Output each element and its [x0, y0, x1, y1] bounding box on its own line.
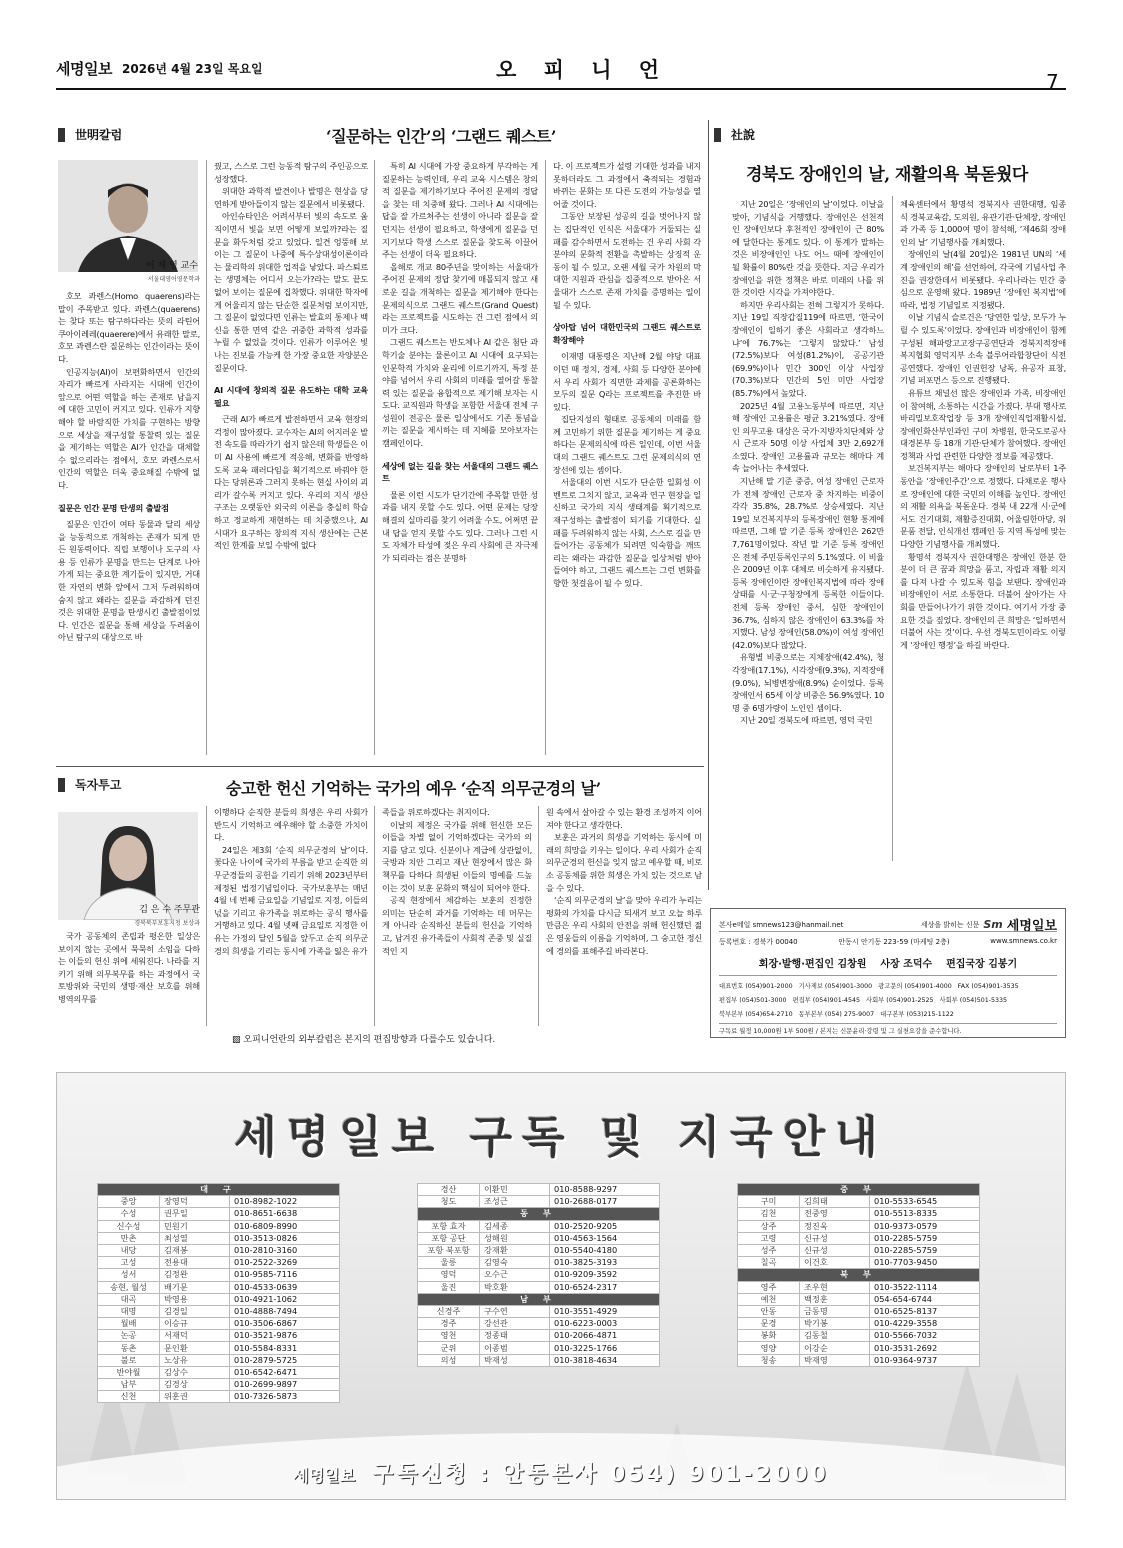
branch-area: 성주: [738, 1244, 800, 1256]
branch-row: [738, 1232, 980, 1244]
masthead-price: 구독료 월정 10,000원 1부 500원 / 본지는 신문윤리·강령 및 그 실천요강을 준수합니다.: [719, 1028, 962, 1035]
branch-manager: 배기문: [160, 1281, 230, 1293]
masthead-website[interactable]: www.smnews.co.kr: [990, 937, 1057, 945]
section-title: 오 피 니 언: [496, 58, 670, 82]
branch-row: [418, 1354, 660, 1366]
branch-row: [418, 1342, 660, 1354]
branch-area: 고성: [98, 1257, 160, 1269]
branch-row: [738, 1281, 980, 1293]
editorial-text-col1: 지난 20일은 ‘장애인의 날’이었다. 이날을 맞아, 기념식을 거행했다. 장애인은 선천적인 장애인보다 후천적인 장애인이 근 80%에 달한다는 통계도 있다. 이 통계가 말하는 것은 비장애인인 나도 어느 때에 장애인이 될 확률이 80%란 것을 뜻한다. 지금 우리가 장애인을 위한 정책은 바로 미래의 나를 위한 것이란 시각을 가져야한다. 하지만 우리사회는 전혀 그렇지가 못하다. 지난 19일 직장갑질119에 따르면, ‘한국이 장애인이 일하기 좋은 사회라고 생각하느냐’에 76.7%는 ‘그렇지 않았다.’ 남성(72.5%)보다 여성(81.2%)이, 공공기관(69.9%)이나 민간 300인 이상 사업장(70.3%)보다 민간의 5인 미만 사업장(85.7%)에서 높았다. 2025년 4월 고용노동부에 따르면, 지난해 장애인 고용률은 평균 3.21%였다. 장애인 의무고용 대상은 국가·지방자치단체와 상시 근로자 50명 이상 사업체 3만 2,692개소였다. 장애인 고용률과 규모는 해마다 계속 늘어나는 추세였다. 지난해 말 기준 중증, 여성 장애인 근로자가 전체 장애인 근로자 중 차지하는 비중이 각각 35.8%, 28.7%로 상승세였다. 지난 19일 보건복지부의 등록장애인 현황 통계에 따르면, 그해 말 기준 등록 장애인은 262만 7,761명이었다. 작년 말 기준 등록 장애인은 전체 주민등록인구의 5.1%였다. 이 비율은 2009년 이후 대체로 비슷하게 유지됐다. 등록 장애인이란 장애인복지법에 따라 장애 상태를 시·군·구청장에게 등록한 이들이다. 전체 등록 장애인 중서, 심한 장애인이 36.7%, 심하지 않은 장애인이 63.3%를 차지했다. 남성 장애인(58.0%)이 여성 장애인(42.0%)보다 많았다. 유형별 비중으로는 지체장애(42.4%), 청각장애(17.1%), 시각장애(9.3%), 지적장애(9.0%), 뇌병변장애(8.9%) 순이었다. 등록 장애인서 65세 이상 비중은 56.9%였다. 10명 중 6명가량이 노인인 셈이다. 지난 20일 경북도에 따르면, 영덕 국민: [732, 199, 884, 726]
region-label: 북 부: [738, 1269, 980, 1281]
editorial-divider: [708, 120, 709, 890]
branch-phone[interactable]: 010-7703-9450: [870, 1257, 980, 1269]
ad-title: 세명일보 구독 및 지국안내: [234, 1112, 888, 1163]
branch-row: [418, 1305, 660, 1317]
branch-manager: 김영숙: [480, 1257, 550, 1269]
branch-row: [418, 1196, 660, 1208]
branch-row: [98, 1269, 340, 1281]
branch-manager: 박재성: [480, 1354, 550, 1366]
branch-phone[interactable]: 010-2285-5759: [870, 1232, 980, 1244]
branch-area: 영천: [418, 1330, 480, 1342]
branch-phone[interactable]: 010-3825-3193: [550, 1257, 660, 1269]
masthead-box: [710, 908, 1066, 1038]
branch-row: [98, 1379, 340, 1391]
branch-manager: 이환민: [480, 1184, 550, 1196]
branch-phone[interactable]: 010-6524-2317: [550, 1281, 660, 1293]
footer-logo: 세명일보: [293, 1466, 356, 1485]
reader-author-org: 경북북부보훈지청 보상과: [134, 920, 200, 927]
branch-phone[interactable]: 010-5513-8335: [870, 1208, 980, 1220]
branch-row: [418, 1269, 660, 1281]
reader-section-tag: 독자투고: [58, 778, 121, 792]
branch-manager: 김정완: [160, 1269, 230, 1281]
branch-row: [98, 1354, 340, 1366]
branch-area: 월배: [98, 1318, 160, 1330]
branch-phone[interactable]: 010-3521-9876: [230, 1330, 340, 1342]
branch-area: 신천: [98, 1391, 160, 1403]
branch-area: 봉화: [738, 1330, 800, 1342]
branch-manager: 신규성: [800, 1244, 870, 1256]
branch-row: [98, 1196, 340, 1208]
header-rule: [56, 88, 1066, 90]
branch-row: [98, 1257, 340, 1269]
region-label: 남 부: [418, 1293, 660, 1305]
branch-row: [738, 1318, 980, 1330]
region-label: 동 부: [418, 1208, 660, 1220]
branch-area: 신경주: [418, 1305, 480, 1317]
branch-manager: 정종태: [480, 1330, 550, 1342]
branch-area: 대명: [98, 1305, 160, 1317]
branch-area: 남부: [98, 1379, 160, 1391]
page-number: 7: [1046, 70, 1059, 94]
branch-row: [98, 1318, 340, 1330]
branch-manager: 조우현: [800, 1281, 870, 1293]
branch-row: [98, 1391, 340, 1403]
branch-manager: 민원기: [160, 1220, 230, 1232]
branch-row: [738, 1257, 980, 1269]
branch-area: 포항 효자: [418, 1220, 480, 1232]
branch-row: [738, 1305, 980, 1317]
branch-manager: 박기봉: [800, 1318, 870, 1330]
branch-manager: 조성근: [480, 1196, 550, 1208]
branch-area: 경주: [418, 1318, 480, 1330]
branch-area: 신수성: [98, 1220, 160, 1232]
branch-row: [418, 1330, 660, 1342]
branch-phone[interactable]: 010-8982-1022: [230, 1196, 340, 1208]
branch-phone[interactable]: 010-6223-0003: [550, 1318, 660, 1330]
column-subhead: 상아탑 넘어 대한민국의 그랜드 퀘스트로 확장해야: [553, 322, 701, 345]
branch-row: [418, 1232, 660, 1244]
column-title: ‘질문하는 인간’의 ‘그랜드 퀘스트’: [326, 127, 556, 146]
branch-row: [738, 1330, 980, 1342]
masthead-email: 본사e메일 smnews123@hanmail.net: [719, 920, 844, 929]
column-text-col1: 호모 콰렌스(Homo quaerens)라는 말이 주목받고 있다. 콰렌스(quaerens)는 찾다 또는 탐구하다라는 뜻의 라틴어 쿠아이레레(quaerere)에서 유래한 말로, 호모 콰렌스란 질문하는 인간이라는 뜻이다. 인공지능(AI)이 보편화하면서 인간의 자리가 빠르게 사라지는 시대에 인간이 앞으로 어떤 역할을 하는 존재로 남을지에 대한 고민이 커지고 있다. 인류가 지향해야 할 바람직한 가치를 구현하는 방향으로 세상을 재구성할 통찰력 있는 질문을 제기하는 역할은 AI가 인간을 대체할 수 없으리라는 점에서, 호모 콰렌스로서 인간의 역할은 더욱 중요해질 수밖에 없다. 질문은 인간 문명 탄생의 출발점 질문은 인간이 여타 동물과 달리 세상을 능동적으로 개척하는 존재가 되게 만든 원동력이다. 직립 보행이나 도구의 사용 등 인류가 문명을 만드는 단계로 나아가게 되는 중요한 계기들이 있지만, 거대한 자연의 변화 앞에서 그저 두려워하며 숨지 않고 왜라는 질문을 과감하게 던진 것은 위대한 문명을 탄생시킨 출발점이었다. 인간은 질문을 통해 세상을 두려움이 아닌 탐구의 대상으로 바: [58, 291, 200, 643]
branch-phone[interactable]: 010-3522-1114: [870, 1281, 980, 1293]
branch-area: 포항 공단: [418, 1232, 480, 1244]
branch-area: 청도: [418, 1196, 480, 1208]
branch-area: 상주: [738, 1220, 800, 1232]
section-rule: [56, 766, 704, 767]
branch-phone[interactable]: 010-4888-7494: [230, 1305, 340, 1317]
branch-phone[interactable]: 010-8651-6638: [230, 1208, 340, 1220]
region-header: [98, 1184, 340, 1196]
region-header: [738, 1184, 980, 1196]
column-subhead: 질문은 인간 문명 탄생의 출발점: [58, 502, 169, 513]
branch-phone[interactable]: 010-2810-3160: [230, 1244, 340, 1256]
branch-manager: 김동철: [800, 1330, 870, 1342]
branch-manager: 성해원: [480, 1232, 550, 1244]
branch-manager: 문인환: [160, 1342, 230, 1354]
branch-area: 영양: [738, 1342, 800, 1354]
masthead-phones-2: 편집부 (054)501-3000 편집부 (054)901-4545 사회부 (054)901-2525 사회부 (054)501-5335: [719, 997, 1008, 1004]
masthead-logo-icon: Sm: [983, 918, 1003, 931]
branch-phone[interactable]: 010-3531-2692: [870, 1342, 980, 1354]
branch-phone[interactable]: 010-3225-1766: [550, 1342, 660, 1354]
branch-phone[interactable]: 010-2688-0177: [550, 1196, 660, 1208]
reader-divider: [538, 806, 539, 1026]
branch-area: 군위: [418, 1342, 480, 1354]
branch-manager: 정진욱: [800, 1220, 870, 1232]
branch-manager: 박영용: [160, 1293, 230, 1305]
branch-phone[interactable]: 010-5584-8331: [230, 1342, 340, 1354]
branch-manager: 이승규: [160, 1318, 230, 1330]
branch-phone[interactable]: 010-2520-9205: [550, 1220, 660, 1232]
branch-area: 반야월: [98, 1366, 160, 1378]
branch-phone[interactable]: 010-5533-6545: [870, 1196, 980, 1208]
branch-row: [98, 1208, 340, 1220]
branch-row: [738, 1196, 980, 1208]
branch-row: [98, 1342, 340, 1354]
branch-area: 수성: [98, 1208, 160, 1220]
column-section-tag: 世明칼럼: [58, 128, 122, 142]
branch-phone[interactable]: 054-654-6744: [870, 1293, 980, 1305]
branch-row: [98, 1244, 340, 1256]
subscription-ad: [56, 1072, 1066, 1500]
masthead-staff: 회장·발행·편집인 김창원 사장 조덕수 편집국장 김봉기: [758, 959, 1018, 970]
branch-phone[interactable]: 010-7326-5873: [230, 1391, 340, 1403]
branch-phone[interactable]: 010-6542-6471: [230, 1366, 340, 1378]
branch-phone[interactable]: 010-3551-4929: [550, 1305, 660, 1317]
branch-phone[interactable]: 010-6525-8137: [870, 1305, 980, 1317]
portrait-image: [58, 160, 198, 272]
branch-row: [98, 1366, 340, 1378]
branch-manager: 김경일: [160, 1305, 230, 1317]
ad-footer: [57, 1457, 1065, 1488]
branch-phone[interactable]: 010-5566-7032: [870, 1330, 980, 1342]
branch-phone[interactable]: 010-9373-0579: [870, 1220, 980, 1232]
branch-phone[interactable]: 010-4921-1062: [230, 1293, 340, 1305]
column-text-col2: 꿨고, 스스로 그런 능동적 탐구의 주인공으로 성장했다. 위대한 과학적 발견이나 발명은 현상을 당연하게 받아들이지 않는 질문에서 비롯됐다. 아인슈타인은 어려서부터 빛의 속도로 움직이면서 빛을 보면 어떻게 보일까?라는 질문을 화두처럼 갖고 있었다. 일견 엉뚱해 보이는 그 질문이 나중에 특수상대성이론이라는 물리학의 위대한 업적을 낳았다. 파스퇴르는 생명체는 어디서 오는가?라는 말도 끝도 없어 보이는 질문에 집착했다. 위대한 학자에게 어울리지 않는 단순한 질문처럼 보이지만, 그 질문이 없었다면 인류는 발효의 통제나 백신을 통한 면역 같은 귀중한 과학적 성과를 누릴 수 없었을 것이다. 인류가 이루어온 빛나는 진보를 가능케 한 가장 중요한 자양분은 질문이다. AI 시대에 창의적 질문 유도하는 대학 교육 필요 근래 AI가 빠르게 발전하면서 교육 현장의 걱정이 많아졌다. 교수자는 AI의 어지러운 발전 속도를 따라가기 쉽지 않은데 학생들은 이미 AI 사용에 빠르게 적응해, 변화를 반영하도록 교육 패러다임을 획기적으로 바꿔야 한다는 당위론과 그러지 못하는 현실 사이의 괴리가 갈수록 커지고 있다. 우리의 지식 생산 구조는 오랫동안 외국의 이론을 충실히 학습하고 정교하게 재현하는 데 치중했으나, AI 시대가 요구하는 창의적 지식 생산에는 근본적인 한계를 보일 수밖에 없다: [214, 161, 368, 551]
branch-manager: 박호환: [480, 1281, 550, 1293]
branch-area: 고령: [738, 1232, 800, 1244]
column-divider: [374, 160, 375, 755]
branch-row: [98, 1305, 340, 1317]
reader-text-col3: 족들을 위로하겠다는 취지이다. 이날의 제정은 국가를 위해 헌신한 모든 이들을 차별 없이 기억하겠다는 국가의 의지를 담고 있다. 신분이나 계급에 상관없이, 국방과 치안 그리고 재난 현장에서 많은 화 책무를 다하다 희생된 이들의 명예를 드높이는 것이 보훈 문화의 핵심이 되어야 한다. 공직 현장에서 체감하는 보훈의 진정한 의미는 단순히 과거를 기억하는 데 머무는 게 아니라 순직하신 분들의 헌신을 기억하고, 남겨진 유가족들이 사회적 존중 및 실질적인 지: [382, 807, 532, 956]
masthead-phones-3: 북부본부 (054)654-2710 동부본부 (054) 275-9007 대구본부 (053)215-1122: [719, 1011, 954, 1018]
branch-row: [738, 1354, 980, 1366]
branch-row: [98, 1220, 340, 1232]
masthead-registration: 등록번호 : 경북가 00040: [719, 938, 798, 946]
issue-date: 2026년 4월 23일 목요일: [122, 62, 263, 76]
branch-manager: 구수연: [480, 1305, 550, 1317]
branch-manager: 금동명: [800, 1305, 870, 1317]
branch-manager: 김경상: [160, 1379, 230, 1391]
branch-row: [98, 1281, 340, 1293]
column-subhead: AI 시대에 창의적 질문 유도하는 대학 교육 필요: [214, 385, 368, 408]
branch-manager: 이종범: [480, 1342, 550, 1354]
branch-phone[interactable]: 010-2879-5725: [230, 1354, 340, 1366]
author-photo: [58, 160, 198, 272]
branch-area: 칠곡: [738, 1257, 800, 1269]
column-text-col3: 특히 AI 시대에 가장 중요하게 부각하는 게 질문하는 능력인데, 우리 교육 시스템은 창의적 질문을 제기하기보다 주어진 문제의 정답을 찾는 데 치중해 왔다. 그러나 AI 시대에는 답을 잘 가르쳐주는 선생이 아니라 질문을 잘 던지는 선생이 필요하고, 학생에게 질문을 던지기보다 학생 스스로 질문을 찾도록 이끌어주는 선생이 더욱 필요하다. 올해로 개교 80주년을 맞이하는 서울대가 주어진 문제의 정답 찾기에 매몰되지 않고 새로운 길을 개척하는 질문을 제기해야 한다는 문제의식으로 그랜드 퀘스트(Grand Quest)라는 프로젝트를 시도하는 건 그런 점에서 의미가 크다. 그랜드 퀘스트는 반도체나 AI 같은 첨단 과학기술 분야는 물론이고 AI 시대에 요구되는 인문학적 가치와 윤리에 이르기까지, 특정 분야를 넘어서 우리 사회의 미래를 열어갈 통찰력 있는 질문을 융합적으로 제기해 보자는 시도다. 교직원과 학생을 포함한 서울대 전체 구성원이 전공은 물론 일상에서도 기존 통념을 끼는 질문을 제시하는 데 지혜를 모아보자는 캠페인이다. 세상에 없는 길을 찾는 서울대의 그랜드 퀘스트 물론 이런 시도가 단기간에 주목할 만한 성과를 내지 못할 수도 있다. 어떤 문제는 당장 해결의 실마리를 찾기 어려울 수도, 어쩌면 끝내 답을 얻지 못할 수도 있다. 그러나 그런 시도 자체가 타성에 젖은 우리 사회에 큰 자극제가 되리라는 점은 분명하: [382, 161, 538, 563]
branch-phone[interactable]: 010-2285-5759: [870, 1244, 980, 1256]
branch-manager: 최성열: [160, 1232, 230, 1244]
branch-manager: 노상유: [160, 1354, 230, 1366]
branch-area: 울진: [418, 1281, 480, 1293]
branch-area: 동촌: [98, 1342, 160, 1354]
region-header: [418, 1293, 660, 1305]
branch-manager: 김상수: [160, 1366, 230, 1378]
branch-row: [98, 1293, 340, 1305]
branch-phone[interactable]: 010-2522-3269: [230, 1257, 340, 1269]
branch-area: 포항 북포항: [418, 1244, 480, 1256]
branch-phone[interactable]: 010-6809-8990: [230, 1220, 340, 1232]
branch-area: 울릉: [418, 1257, 480, 1269]
branch-area: 문경: [738, 1318, 800, 1330]
branch-area: 논공: [98, 1330, 160, 1342]
column-divider: [206, 160, 207, 755]
reader-text-col2: 이행하다 순직한 분들의 희생은 우리 사회가 반드시 기억하고 예우해야 할 소중한 가치이다. 24일은 제3회 ‘순직 의무군경의 날’이다. 꽃다운 나이에 국가의 부름을 받고 순직한 의무군경들의 공헌을 기리기 위해 2023년부터 제정된 법정기념일이다. 국가보훈부는 매년 4월 네 번째 금요일을 기념일로 지정, 이들의 넋을 기리고 유가족을 위로하는 공식 행사를 거행하고 있다. 4월 넷째 금요일로 지정한 이유는 가정의 달인 5월을 앞두고 순직 의무군경의 희생을 기리는 동시에 가족을 잃은 유가: [214, 807, 368, 956]
branch-manager: 박재영: [800, 1354, 870, 1366]
branch-manager: 서재덕: [160, 1330, 230, 1342]
branch-area: 만촌: [98, 1232, 160, 1244]
editorial-title: 경북도 장애인의 날, 재활의욕 북돋웠다: [746, 165, 1028, 185]
masthead-address: 안동시 안기동 223-59 (마케팅 2층): [838, 938, 950, 946]
branch-phone[interactable]: 010-9364-9737: [870, 1354, 980, 1366]
directory-table-daegu: [97, 1183, 340, 1403]
column-subhead: 세상에 없는 길을 찾는 서울대의 그랜드 퀘스트: [382, 460, 538, 484]
branch-manager: 김희태: [800, 1196, 870, 1208]
branch-manager: 강선관: [480, 1318, 550, 1330]
branch-row: [418, 1244, 660, 1256]
branch-phone[interactable]: 010-2699-9897: [230, 1379, 340, 1391]
branch-phone[interactable]: 010-9209-3592: [550, 1269, 660, 1281]
branch-area: 송현, 월성: [98, 1281, 160, 1293]
branch-row: [738, 1293, 980, 1305]
masthead-brand: 세명일보: [1006, 919, 1057, 934]
branch-phone[interactable]: 010-3506-6867: [230, 1318, 340, 1330]
branch-phone[interactable]: 010-4229-3558: [870, 1318, 980, 1330]
column-divider: [545, 160, 546, 755]
editorial-section-tag: 社說: [714, 128, 755, 142]
region-label: 대 구: [98, 1184, 340, 1196]
reader-divider: [206, 806, 207, 1026]
branch-area: 내당: [98, 1244, 160, 1256]
branch-phone[interactable]: 010-4533-0639: [230, 1281, 340, 1293]
branch-row: [98, 1232, 340, 1244]
branch-row: [418, 1281, 660, 1293]
branch-manager: 전중영: [800, 1208, 870, 1220]
branch-row: [418, 1318, 660, 1330]
branch-manager: 위훈권: [160, 1391, 230, 1403]
branch-area: 중앙: [98, 1196, 160, 1208]
branch-phone[interactable]: 010-9585-7116: [230, 1269, 340, 1281]
branch-area: 성서: [98, 1269, 160, 1281]
branch-area: 김천: [738, 1208, 800, 1220]
branch-area: 구미: [738, 1196, 800, 1208]
branch-area: 예천: [738, 1293, 800, 1305]
branch-manager: 오수근: [480, 1269, 550, 1281]
branch-area: 대곡: [98, 1293, 160, 1305]
branch-area: 경산: [418, 1184, 480, 1196]
directory-table-central-north: [737, 1183, 980, 1367]
branch-row: [418, 1184, 660, 1196]
branch-row: [738, 1244, 980, 1256]
directory-table-east-south: [417, 1183, 660, 1367]
branch-area: 영덕: [418, 1269, 480, 1281]
reader-text-col4: 원 속에서 살아갈 수 있는 환경 조성까지 이어져야 한다고 생각한다. 보훈은 과거의 희생을 기억하는 동시에 미래의 희망을 키우는 일이다. 우리 사회가 순직 의무군경의 헌신을 잊지 않고 예우할 때, 비로소 공동체를 위한 희생은 가치 있는 것으로 남을 수 있다. ‘순직 의무군경의 날’을 맞아 우리가 누리는 평화의 가치를 다시금 되새겨 보고 오늘 하루만큼은 우리 사회의 안전을 위해 헌신했던 젊은 영웅들의 이름을 기억하며, 그 숭고한 정신에 경의를 표해주길 바라본다.: [546, 807, 702, 956]
branch-manager: 강재환: [480, 1244, 550, 1256]
reader-author: 김 은 수 주무관: [139, 905, 200, 915]
column-author-org: 서울대영어영문학과: [147, 276, 200, 283]
branch-row: [98, 1330, 340, 1342]
branch-row: [418, 1220, 660, 1232]
subscribe-phone[interactable]: 구독신청 : 안동본사 054) 901-2000: [372, 1462, 829, 1487]
branch-area: 의성: [418, 1354, 480, 1366]
editorial-text-col2: 체육센터에서 황명석 경북지사 권한대행, 임종식 경북교육감, 도의원, 유관기관·단체장, 장애인과 가족 등 1,000여 명이 참석해, ‘제46회 장애인의 날’ 기념행사를 개최했다. 장애인의 날(4월 20일)은 1981년 UN의 ‘세계 장애인의 해’를 선언하여, 각국에 기념사업 추진을 권장한데서 비롯됐다. 우리나라는 민간 중심으로 운영해 왔다. 1989년 ‘장애인 복지법’에 따라, 법정 기념일로 지정됐다. 이날 기념식 슬로건은 ‘당연한 일상, 모두가 누릴 수 있도록’이었다. 장애인과 비장애인이 함께 구성된 해파랑고고장구공연단과 경북지적장애복지협회 영덕지부 소속 블루어라합창단이 식전 공연했다. 장애인 인권헌장 낭독, 유공자 표창, 기념 퍼포먼스 등으로 진행됐다. 유튜브 채널선 많은 장애인과 가족, 비장애인이 참여해, 소통하는 시간을 가졌다. 부대 행사로 바리밀보호작업장 등 3개 장애인직업재활시설, 장애인화산부인과인 구미 차병원, 한국도로공사 대경본부 등 18개 기관·단체가 참여했다. 장애인 정책과 사업 관련한 다양한 정보를 제공했다. 보건복지부는 해마다 장애인의 날로부터 1주 동안을 ‘장애인주간’으로 정했다. 다채로운 행사로 장애인에 대한 국민의 이해를 높인다. 장애인의 재활 의욕을 북돋운다. 경북 내 22개 시·군에서도 건기대회, 재활증진대회, 어울림한마당, 위문품 전달, 인식개선 캠페인 등 지역 특성에 맞는 다양한 기념행사를 개최했다. 황명석 경북지사 권한대행은 장애인 한분 한분이 더 큰 꿈과 희망을 품고, 자립과 재활 의지를 다져 나갈 수 있도록 힘을 보탠다. 장애인과 비장애인이 서로 소통한다. 더불어 살아가는 사회를 만들어나가기 위한 것이다. 여기서 가장 중요한 것을 짚었다. 장애인의 큰 희망은 ‘일하면서 더불어 사는 것’이다. 우선 경북도민이라도 이렇게 ‘장애인 행정’을 하길 바란다.: [900, 199, 1066, 650]
region-header: [738, 1269, 980, 1281]
branch-phone[interactable]: 010-5540-4180: [550, 1244, 660, 1256]
region-label: 중 부: [738, 1184, 980, 1196]
newspaper-brand: 세명일보: [56, 60, 112, 78]
branch-phone[interactable]: 010-3513-0826: [230, 1232, 340, 1244]
branch-area: 영주: [738, 1281, 800, 1293]
branch-row: [418, 1257, 660, 1269]
reader-title: 숭고한 헌신 기억하는 국가의 예우 ‘순직 의무군경의 날’: [226, 779, 601, 798]
reader-text-col1: 국가 공동체의 존립과 평온한 일상은 보이지 않는 곳에서 묵묵히 소임을 다하는 이들의 헌신 위에 세워진다. 나라를 지키기 위해 의무복무를 하는 과정에서 국토방위와 국민의 생명·재산 보호를 위해 병역의무를: [58, 931, 200, 1004]
region-header: [418, 1208, 660, 1220]
branch-manager: 장영덕: [160, 1196, 230, 1208]
column-author: 이 재 영 교수: [145, 261, 198, 271]
branch-manager: 김재봉: [160, 1244, 230, 1256]
branch-phone[interactable]: 010-3818-4634: [550, 1354, 660, 1366]
editorial-disclaimer: ▨ 오피니언란의 외부칼럼은 본지의 편집방향과 다를수도 있습니다.: [232, 1035, 496, 1045]
branch-manager: 백정훈: [800, 1293, 870, 1305]
editorial-col-divider: [892, 196, 893, 861]
branch-manager: 이건호: [800, 1257, 870, 1269]
branch-manager: 신규성: [800, 1232, 870, 1244]
branch-manager: 전용대: [160, 1257, 230, 1269]
masthead-motto: 세상을 밝히는 신문: [920, 920, 980, 929]
branch-manager: 권무일: [160, 1208, 230, 1220]
branch-row: [738, 1342, 980, 1354]
branch-area: 불로: [98, 1354, 160, 1366]
branch-manager: 김세종: [480, 1220, 550, 1232]
masthead-phones-1: 대표번호 (054)901-2000 기사제보 (054)901-3000 광고문의 (054)901-4000 FAX (054)901-3535: [719, 983, 1019, 990]
reader-divider: [374, 806, 375, 1026]
branch-manager: 이강순: [800, 1342, 870, 1354]
branch-row: [738, 1220, 980, 1232]
branch-phone[interactable]: 010-4563-1564: [550, 1232, 660, 1244]
branch-row: [738, 1208, 980, 1220]
branch-phone[interactable]: 010-2066-4871: [550, 1330, 660, 1342]
branch-phone[interactable]: 010-8588-9297: [550, 1184, 660, 1196]
branch-area: 청송: [738, 1354, 800, 1366]
branch-area: 안동: [738, 1305, 800, 1317]
column-text-col4: 다. 이 프로젝트가 설령 기대한 성과를 내지 못하더라도 그 과정에서 축적되는 경험과 바뀌는 문화는 또 다른 도전의 가능성을 열어줄 것이다. 그동안 보장된 성공의 길을 벗어나지 않는 집단적인 인식은 서울대가 거둘되는 실패를 감수하면서 도전하는 건 우리 사회 각 분야의 문화적 전환을 촉발하는 상징적 운동이 될 수 있고, 오랜 세월 국가 차원의 막대한 지원과 관심을 집중적으로 받아온 서울대가 스스로 존재 가치를 증명하는 일이 될 수 있다. 상아탑 넘어 대한민국의 그랜드 퀘스트로 확장해야 이재명 대통령은 지난해 2월 야당 대표이던 때 정치, 경제, 사회 등 다양한 분야에서 우리 사회가 직면한 과제를 공론화하는 모두의 질문 Q라는 프로젝트를 추진한 바 있다. 집단지성의 형태로 공동체의 미래를 함께 고민하기 위한 질문을 제기하는 게 중요하다는 문제의식에 따른 일인데, 이번 서울대의 그랜드 퀘스트도 그런 문제의식의 연장선에 있는 셈이다. 서울대의 이번 시도가 단순한 일회성 이벤트로 그치지 않고, 교육과 연구 현장을 일신하고 국가의 지식 생태계를 획기적으로 재구성하는 출발점이 되기를 기대한다. 실패를 두려워하지 않는 사회, 스스로 길을 만들어가는 공동체가 되려면 익숙함을 깨뜨리는 왜라는 과감한 질문을 일상처럼 받아들여야 하고, 그랜드 퀘스트는 그런 변화를 향한 첫걸음이 될 수 있다.: [553, 161, 701, 588]
